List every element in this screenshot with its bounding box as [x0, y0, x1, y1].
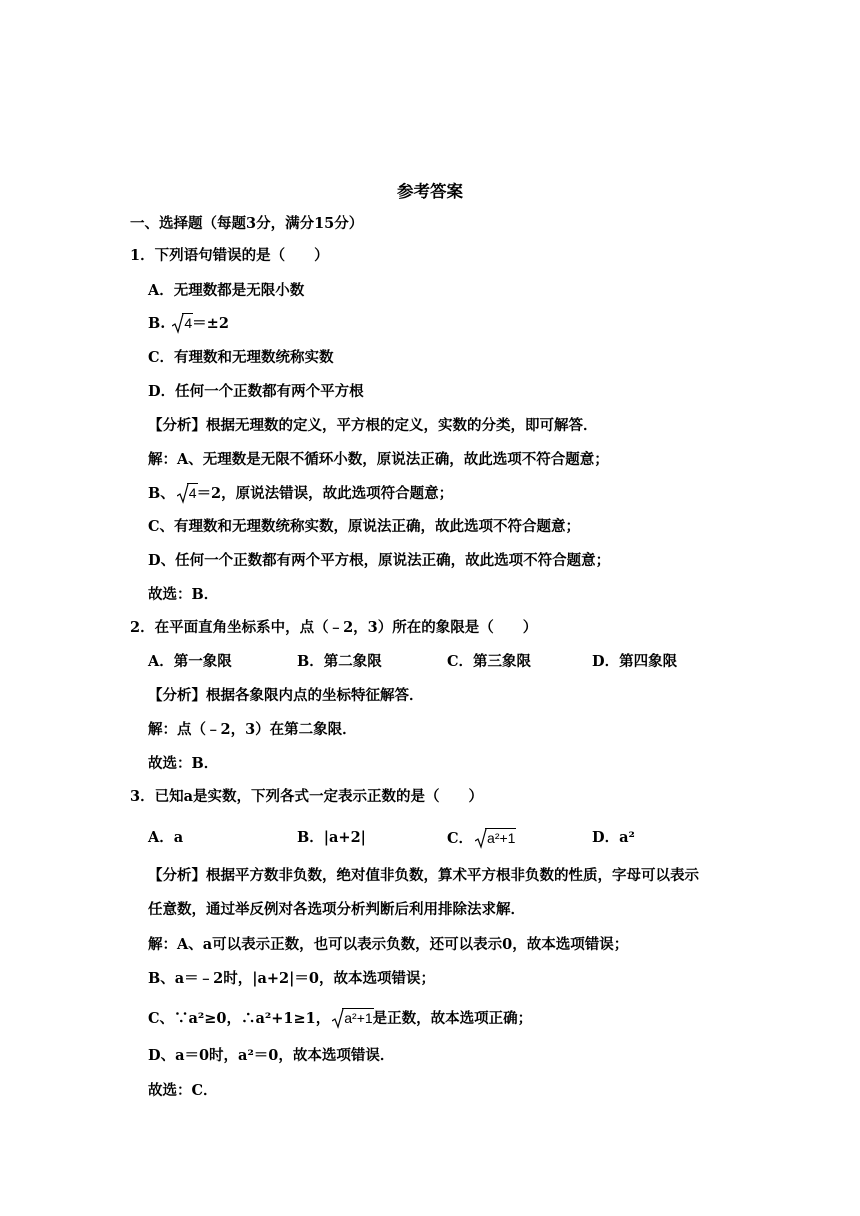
- q2-stem: 2．在平面直角坐标系中，点（﹣2，3）所在的象限是（ ）: [130, 619, 538, 636]
- q3-answer: 故选：C．: [148, 1082, 218, 1099]
- q3-solution-c-radicand: a²+1: [344, 1010, 373, 1026]
- q2-solution: 解：点（﹣2，3）在第二象限．: [148, 721, 357, 738]
- q1-option-b: [148, 313, 229, 334]
- sqrt-symbol: [177, 483, 197, 504]
- q1-solution-b-text: ＝2，原说法错误，故此选项符合题意；: [196, 485, 454, 502]
- q3-solution-a: 解：A、a可以表示正数，也可以表示负数，还可以表示0，故本选项错误；: [148, 936, 629, 953]
- q1-solution-b: [148, 483, 453, 504]
- q1-option-d: D．任何一个正数都有两个平方根: [148, 383, 364, 400]
- q3-option-c-label: C．: [447, 830, 474, 847]
- q1-solution-b-radicand: 4: [188, 485, 197, 501]
- q3-solution-c-conclusion: 是正数，故本选项正确；: [372, 1010, 533, 1027]
- q3-option-b: B．|a+2|: [297, 829, 366, 846]
- q1-solution-b-label: B、: [148, 485, 175, 502]
- q3-solution-c-text: C、∵a²≥0，∴a²+1≥1，: [148, 1010, 331, 1027]
- section-heading: 一、选择题（每题3分，满分15分）: [130, 215, 364, 232]
- q1-option-c: C．有理数和无理数统称实数: [148, 349, 334, 366]
- q2-option-a: A．第一象限: [148, 653, 232, 670]
- q3-analysis-line1: 【分析】根据平方数非负数，绝对值非负数，算术平方根非负数的性质，字母可以表示: [148, 867, 699, 884]
- q3-option-c-radicand: a²+1: [487, 830, 516, 846]
- q1-stem: 1．下列语句错误的是（ ）: [130, 247, 329, 264]
- q1-solution-a: 解：A、无理数是无限不循环小数，原说法正确，故此选项不符合题意；: [148, 451, 609, 468]
- q3-solution-b: B、a＝﹣2时，|a+2|＝0，故本选项错误；: [148, 970, 436, 987]
- q2-option-d: D．第四象限: [592, 653, 678, 670]
- q1-option-b-label: B.: [148, 315, 166, 332]
- q3-stem: 3．已知a是实数，下列各式一定表示正数的是（ ）: [130, 788, 483, 805]
- q1-solution-d: D、任何一个正数都有两个平方根，原说法正确，故此选项不符合题意；: [148, 552, 611, 569]
- sqrt-symbol: [172, 313, 192, 334]
- q3-analysis-line2: 任意数，通过举反例对各选项分析判断后利用排除法求解．: [148, 901, 525, 918]
- q1-option-b-radicand: 4: [184, 315, 193, 331]
- q1-option-a: A．无理数都是无限小数: [148, 282, 305, 299]
- q3-option-a: A．a: [148, 829, 184, 846]
- q2-option-c: C．第三象限: [447, 653, 532, 670]
- sqrt-symbol: [332, 1008, 372, 1029]
- q3-option-c: [447, 828, 515, 849]
- q2-answer: 故选：B．: [148, 755, 219, 772]
- q2-option-b: B．第二象限: [297, 653, 382, 670]
- q2-analysis: 【分析】根据各象限内点的坐标特征解答．: [148, 687, 424, 704]
- sqrt-symbol: [475, 828, 515, 849]
- q3-option-d: D．a²: [592, 829, 635, 846]
- q1-answer: 故选：B．: [148, 586, 219, 603]
- q3-solution-c: [148, 1008, 532, 1029]
- q1-option-b-value: ＝±2: [192, 315, 229, 332]
- q3-solution-d: D、a＝0时，a²＝0，故本选项错误．: [148, 1047, 395, 1064]
- q1-analysis: 【分析】根据无理数的定义，平方根的定义，实数的分类，即可解答．: [148, 417, 598, 434]
- q1-solution-c: C、有理数和无理数统称实数，原说法正确，故此选项不符合题意；: [148, 518, 581, 535]
- page-title: 参考答案: [397, 182, 463, 201]
